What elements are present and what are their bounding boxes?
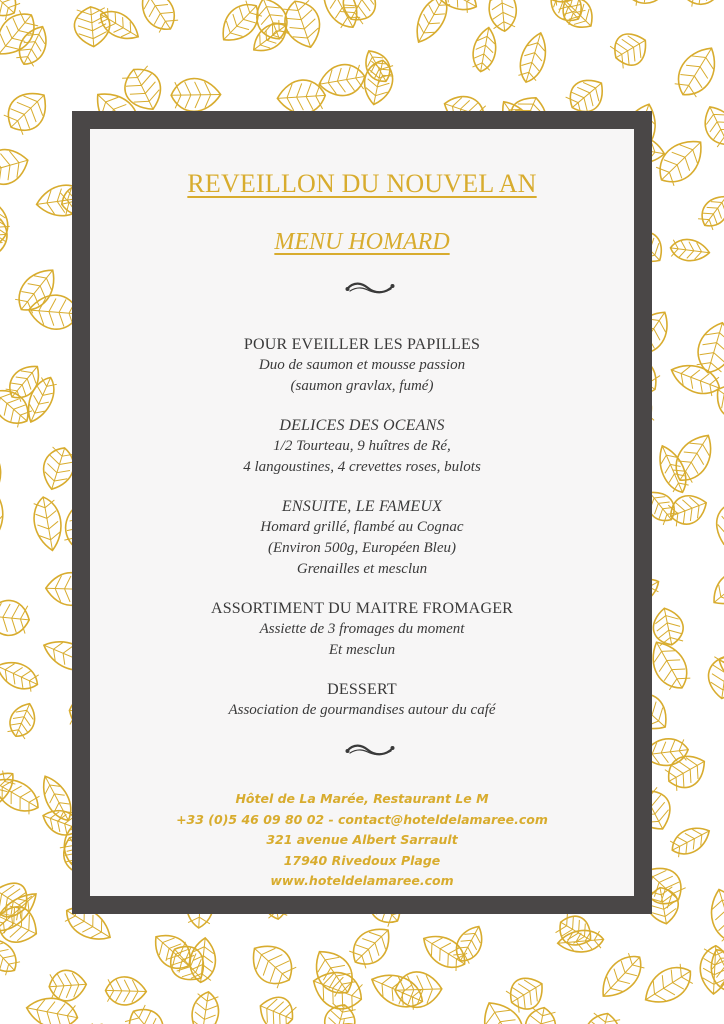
leaf-icon xyxy=(118,62,169,117)
street-address: 321 avenue Albert Sarrault xyxy=(266,832,458,847)
course-block xyxy=(90,680,634,721)
course-description: Assiette de 3 fromages du moment xyxy=(259,621,465,637)
course-description: Duo de saumon et mousse passion xyxy=(258,357,466,373)
course-description: Association de gourmandises autour du café xyxy=(228,702,496,718)
leaf-icon xyxy=(243,935,301,993)
contact-footer xyxy=(90,789,634,892)
leaf-icon xyxy=(708,495,724,552)
course-heading: DELICES DES OCEANS xyxy=(279,417,445,434)
leaf-icon xyxy=(279,0,327,53)
leaf-icon xyxy=(661,748,711,795)
leaf-icon xyxy=(714,649,724,687)
leaf-icon xyxy=(48,969,87,1002)
leaf-icon xyxy=(653,442,693,497)
course-heading: ASSORTIMENT DU MAITRE FROMAGER xyxy=(210,600,514,617)
leaf-icon xyxy=(162,938,213,989)
course-list xyxy=(90,335,634,740)
course-heading: DESSERT xyxy=(327,681,397,698)
leaf-icon xyxy=(706,564,724,613)
course-description: Homard grillé, flambé au Cognac xyxy=(260,519,464,535)
course-description: 4 langoustines, 4 crevettes roses, bulots xyxy=(243,459,481,475)
flourish-ornament-icon xyxy=(344,741,396,759)
course-heading: POUR EVEILLER LES PAPILLES xyxy=(243,336,481,353)
leaf-icon xyxy=(171,78,221,112)
leaf-icon xyxy=(470,26,500,74)
hotel-name: Hôtel de La Marée, Restaurant Le M xyxy=(235,791,489,806)
leaf-icon xyxy=(696,190,724,233)
course-description: Et mesclun xyxy=(328,642,396,658)
leaf-icon xyxy=(0,144,32,190)
leaf-icon xyxy=(704,885,724,947)
course-heading: ENSUITE, LE FAMEUX xyxy=(281,498,443,515)
leaf-icon xyxy=(0,765,21,820)
leaf-icon xyxy=(59,0,102,1)
course-description: 1/2 Tourteau, 9 huîtres de Ré, xyxy=(273,438,451,454)
leaf-icon xyxy=(667,358,724,400)
leaf-icon xyxy=(624,0,676,9)
leaf-icon xyxy=(0,447,3,498)
course-description: Grenailles et mesclun xyxy=(296,561,428,577)
leaf-icon xyxy=(254,991,298,1024)
leaf-icon xyxy=(10,261,63,318)
contact-line: +33 (0)5 46 09 80 02 - contact@hoteldelamaree.com xyxy=(176,811,548,827)
leaf-icon xyxy=(593,948,649,1005)
menu-title: REVEILLON DU NOUVEL AN xyxy=(187,169,537,198)
leaf-icon xyxy=(408,0,454,48)
leaf-icon xyxy=(705,654,724,701)
course-description: (saumon gravlax, fumé) xyxy=(290,378,434,394)
flourish-ornament-icon xyxy=(344,279,396,297)
leaf-icon xyxy=(515,30,552,86)
leaf-icon xyxy=(669,237,711,263)
leaf-icon xyxy=(698,101,724,150)
leaf-icon xyxy=(0,900,44,950)
leaf-icon xyxy=(669,40,724,103)
course-description: (Environ 500g, Européen Bleu) xyxy=(267,540,456,556)
leaf-icon xyxy=(521,1005,558,1024)
leaf-icon xyxy=(580,1009,624,1024)
city-address: 17940 Rivedoux Plage xyxy=(283,852,441,868)
menu-subtitle: MENU HOMARD xyxy=(274,229,450,255)
leaf-icon xyxy=(692,318,724,377)
leaf-icon xyxy=(666,490,711,530)
leaf-icon xyxy=(105,976,147,1005)
leaf-icon xyxy=(13,21,53,69)
leaf-icon xyxy=(650,605,687,647)
leaf-icon xyxy=(667,821,714,860)
leaf-icon xyxy=(345,919,399,972)
course-block xyxy=(90,416,634,478)
leaf-icon xyxy=(608,26,654,71)
leaf-icon xyxy=(0,483,8,536)
leaf-icon xyxy=(682,0,724,10)
menu-card xyxy=(72,111,652,914)
course-block xyxy=(90,497,634,580)
leaf-icon xyxy=(189,990,222,1024)
leaf-icon xyxy=(0,598,31,637)
course-block xyxy=(90,599,634,661)
website-link: www.hoteldelamaree.com xyxy=(270,873,454,888)
leaf-icon xyxy=(30,495,65,553)
leaf-icon xyxy=(667,427,720,488)
course-block xyxy=(90,335,634,397)
leaf-icon xyxy=(5,699,41,741)
leaf-icon xyxy=(423,0,483,17)
leaf-icon xyxy=(638,959,699,1012)
leaf-icon xyxy=(0,655,42,695)
leaf-icon xyxy=(0,83,56,140)
leaf-icon xyxy=(487,0,518,32)
leaf-icon xyxy=(133,0,182,37)
leaf-icon xyxy=(650,131,711,192)
